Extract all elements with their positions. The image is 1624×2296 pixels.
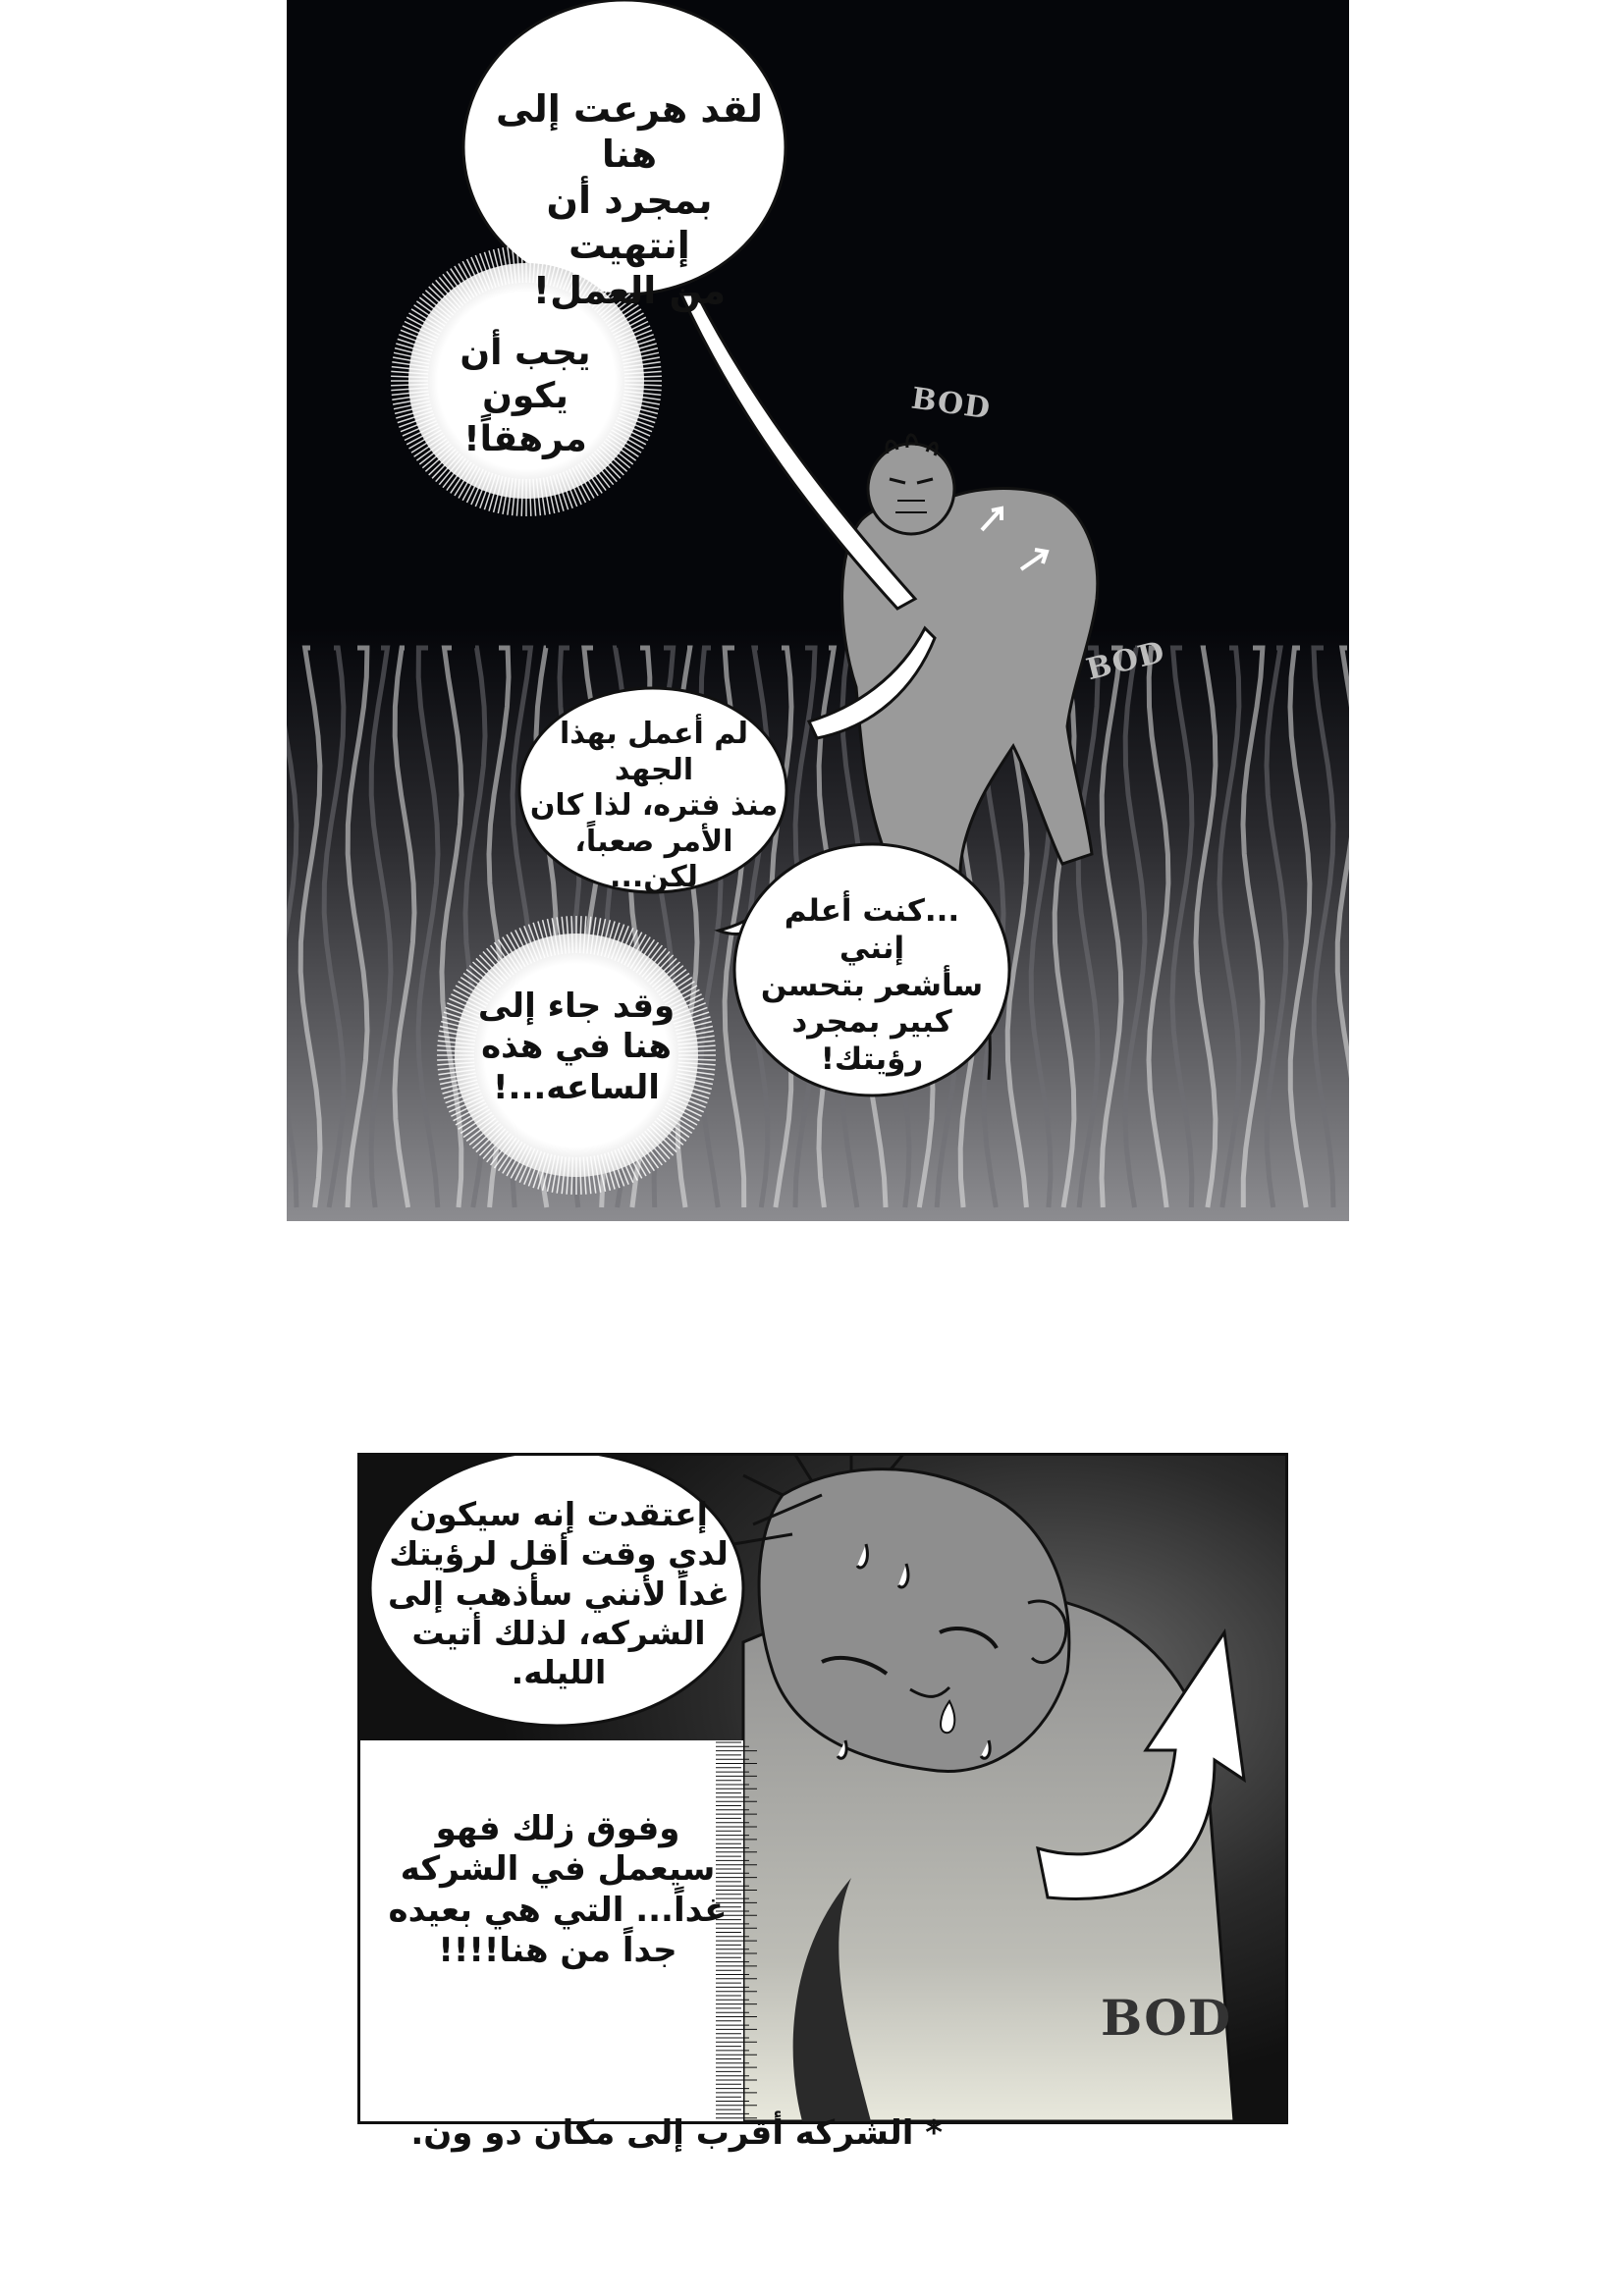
bubble-4-text: ...كنت أعلم إنني سأشعر بتحسن كبير بمجرد رؤيتك! [760, 893, 984, 1078]
character-head [868, 444, 954, 534]
sfx-bod-2: BOD [1082, 634, 1169, 688]
bubble-7-text: وفوق زلك فهو سيعمل في الشركه غداً... التي هي بعيده جداً من هنا!!!! [388, 1809, 728, 1971]
translator-footnote: * الشركه أقرب إلى مكان دو ون. [410, 2113, 943, 2153]
comic-panel-2 [357, 1453, 1288, 2124]
comic-panel-1 [287, 0, 1349, 1221]
bubble-3-text: لم أعمل بهذا الجهد منذ فتره، لذا كان الأمر صعباً، لكن... [529, 717, 779, 895]
sfx-bod-1: BOD [908, 381, 994, 427]
bubble-2-text: يجب أن يكون مرهقاً! [460, 333, 591, 459]
bubble-tail [681, 294, 915, 609]
bubble-1-text: لقد هرعت إلى هنا بمجرد أن إنتهيت من العمل! [496, 87, 763, 313]
bubble-5-text: وقد جاء إلى هنا في هذه الساعه...! [477, 987, 676, 1107]
sfx-bod-3: BOD [1101, 1989, 1232, 2047]
bubble-6-text: إعتقدت إنه سيكون لدي وقت أقل لرؤيتك غداً لأنني سأذهب إلى الشركه، لذلك أتيت الليله. [388, 1495, 730, 1691]
